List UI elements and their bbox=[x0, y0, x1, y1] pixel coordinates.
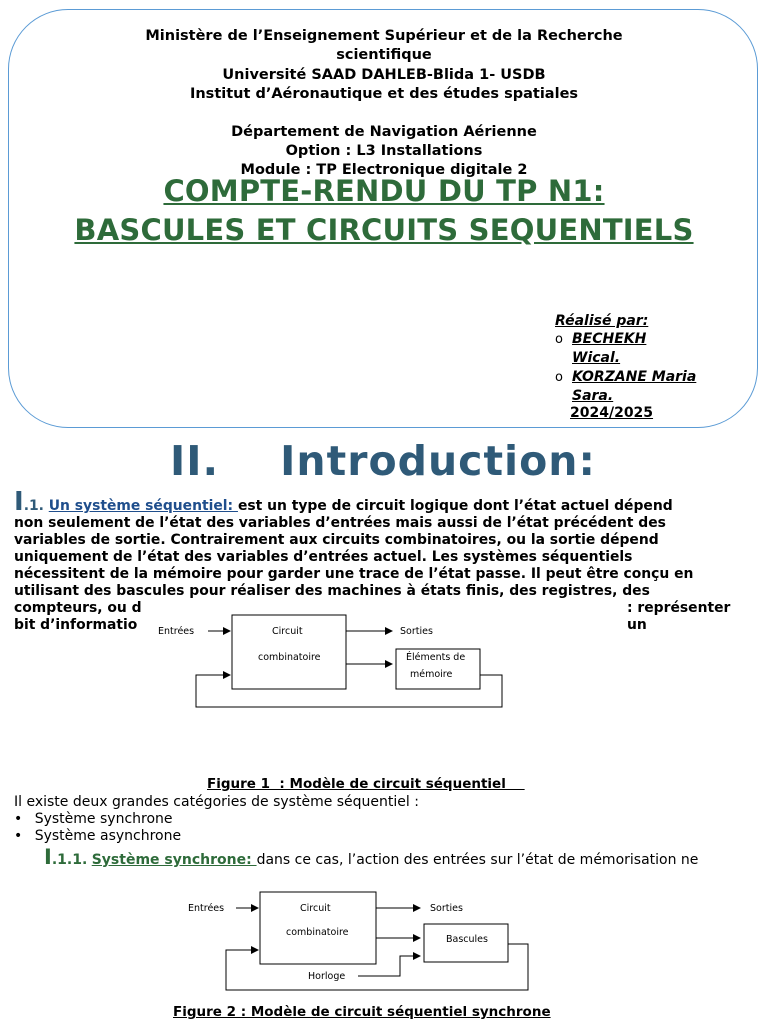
para-fragment: : représenter un bbox=[627, 600, 731, 633]
section-letter: I bbox=[14, 487, 24, 517]
author2-line1: KORZANE Maria bbox=[572, 369, 697, 385]
report-title-line2: BASCULES ET CIRCUITS SEQUENTIELS bbox=[74, 213, 694, 247]
fig2-label-combinatoire: combinatoire bbox=[286, 927, 349, 938]
academic-year: 2024/2025 bbox=[570, 405, 654, 421]
para-line: variables de sortie. Contrairement aux circuits combinatoires, ou la sortie dépend bbox=[14, 532, 659, 548]
para-fragment: compteurs, ou d bbox=[14, 600, 142, 616]
figure2-caption: Figure 2 : Modèle de circuit séquentiel synchrone bbox=[173, 1004, 551, 1020]
fig1-label-circuit: Circuit bbox=[272, 626, 303, 637]
author-list bbox=[555, 330, 745, 406]
author-item bbox=[555, 368, 745, 406]
para-line: est un type de circuit logique dont l’état actuel dépend bbox=[237, 498, 673, 514]
fig1-label-sorties: Sorties bbox=[400, 626, 433, 637]
para-line: nécessitent de la mémoire pour garder une trace de l’état passe. Il peut être conçu en bbox=[14, 566, 694, 582]
para-line: uniquement de l’état des variables d’entrées actuel. Les systèmes séquentiels bbox=[14, 549, 633, 565]
figure1-svg bbox=[148, 603, 590, 723]
bullet-icon: • bbox=[14, 828, 23, 844]
fig1-label-memoire: mémoire bbox=[410, 669, 453, 680]
figure1-caption: Figure 1 : Modèle de circuit séquentiel bbox=[207, 776, 525, 792]
sync-text: dans ce cas, l’action des entrées sur l’état de mémorisation ne bbox=[256, 852, 699, 868]
term-synchronous-system: Système synchrone: bbox=[91, 852, 257, 868]
introduction-heading: II. Introduction: bbox=[170, 437, 596, 485]
fig1-label-combinatoire: combinatoire bbox=[258, 652, 321, 663]
fig2-label-bascules: Bascules bbox=[446, 934, 488, 945]
institute-name: Institut d’Aéronautique et des études spatiales bbox=[189, 86, 579, 102]
author2-line2: Sara. bbox=[572, 388, 614, 404]
category-item bbox=[14, 811, 173, 828]
bullet-o-icon: o bbox=[555, 332, 563, 347]
figure1-diagram bbox=[148, 603, 590, 723]
categories-intro: Il existe deux grandes catégories de système séquentiel : bbox=[14, 794, 419, 810]
bullet-o-icon: o bbox=[555, 370, 563, 385]
module-line: Module : TP Electronique digitale 2 bbox=[240, 162, 528, 178]
realise-par-label: Réalisé par: bbox=[555, 313, 649, 329]
term-sequential-system: Un système séquentiel: bbox=[48, 498, 238, 514]
option-line: Option : L3 Installations bbox=[285, 143, 483, 159]
bullet-icon: • bbox=[14, 811, 23, 827]
university-name: Université SAAD DAHLEB-Blida 1- USDB bbox=[222, 67, 546, 83]
author1-line1: BECHEKH bbox=[572, 331, 647, 347]
para-line: bit d’informatio bbox=[14, 617, 138, 633]
sync-section-line bbox=[44, 845, 699, 869]
department-name: Département de Navigation Aérienne bbox=[231, 124, 537, 140]
paragraph-line bbox=[14, 487, 734, 517]
fig2-label-circuit: Circuit bbox=[300, 903, 331, 914]
category-item bbox=[14, 828, 181, 845]
section-number: .1. bbox=[23, 498, 44, 514]
para-line: utilisant des bascules pour réaliser des machines à états finis, des registres, des bbox=[14, 583, 650, 599]
fig2-label-sorties: Sorties bbox=[430, 903, 463, 914]
category-label: Système synchrone bbox=[34, 811, 173, 827]
section-letter: I bbox=[44, 845, 52, 869]
fig1-label-elements: Éléments de bbox=[406, 652, 466, 663]
section-number: .1.1. bbox=[51, 852, 88, 868]
fig2-label-horloge: Horloge bbox=[308, 971, 346, 982]
para-line: non seulement de l’état des variables d’entrées mais aussi de l’état précédent des bbox=[14, 515, 666, 531]
report-title-line1: COMPTE-RENDU DU TP N1: bbox=[163, 174, 605, 208]
figure2-diagram bbox=[180, 880, 622, 998]
author1-line2: Wical. bbox=[572, 350, 621, 366]
figure2-svg bbox=[180, 880, 622, 998]
author-item bbox=[555, 330, 745, 368]
fig2-label-entrees: Entrées bbox=[188, 903, 225, 914]
category-label: Système asynchrone bbox=[34, 828, 182, 844]
ministry-line1: Ministère de l’Enseignement Supérieur et de la Recherche bbox=[145, 28, 623, 44]
fig1-label-entrees: Entrées bbox=[158, 626, 195, 637]
ministry-line2: scientifique bbox=[336, 47, 432, 63]
